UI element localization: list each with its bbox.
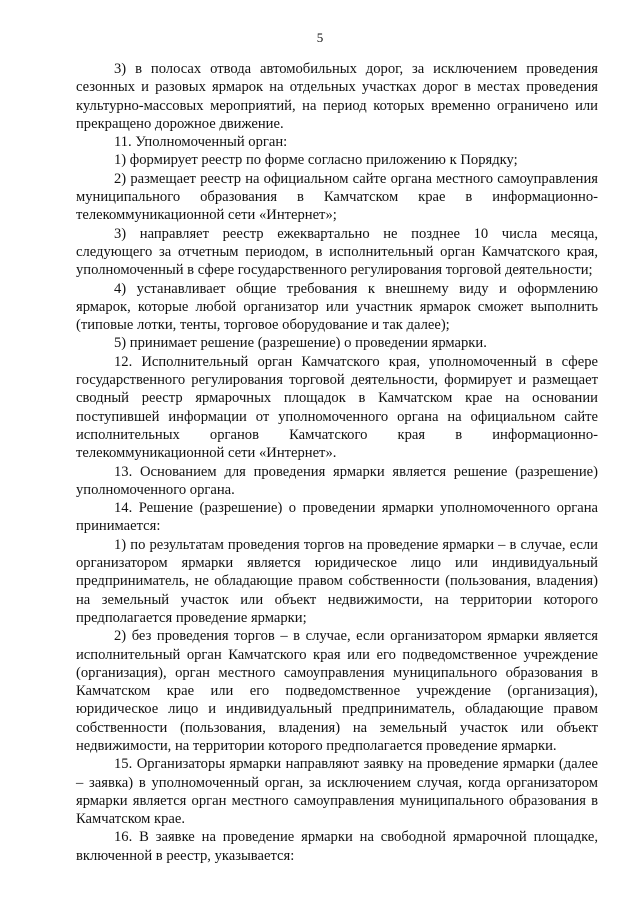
paragraph-11-5: 5) принимает решение (разрешение) о проведении ярмарки. — [114, 335, 487, 352]
paragraph-11-3: 3) направляет реестр ежеквартально не позднее 10 числа месяца, следующего за отчетным периодом, в исполнительный орган Камчатского края, уполномоченный в сфере государственного регулирования торговой деятельности; — [76, 225, 598, 279]
paragraph-11-1: 1) формирует реестр по форме согласно приложению к Порядку; — [114, 152, 518, 169]
paragraph-11-2: 2) размещает реестр на официальном сайте органа местного самоуправления муниципального образования в Камчатском крае в информационно-телекоммуникационной сети «Интернет»; — [76, 170, 598, 224]
paragraph-14-heading: 14. Решение (разрешение) о проведении ярмарки уполномоченного органа принимается: — [76, 500, 598, 535]
paragraph-15: 15. Организаторы ярмарки направляют заявку на проведение ярмарки (далее – заявка) в уполномоченный орган, за исключением случая, когда организатором ярмарки является орган местного самоуправления муниципального образования в Камчатском крае. — [76, 756, 598, 828]
paragraph-14-1: 1) по результатам проведения торгов на проведение ярмарки – в случае, если организатором ярмарки является юридическое лицо или индивидуальный предприниматель, не обладающие правом собственности (пользования, владения) на земельный участок или объект недвижимости, на территории которого предполагается проведение ярмарки; — [76, 536, 598, 626]
paragraph-3-roads: 3) в полосах отвода автомобильных дорог, за исключением проведения сезонных и разовых ярмарок на отдельных участках дорог в местах проведения культурно-массовых мероприятий, на период которых временно ограничено или прекращено дорожное движение. — [76, 61, 598, 132]
paragraph-14-2: 2) без проведения торгов – в случае, если организатором ярмарки является исполнительный орган Камчатского края или его подведомственное учреждение (организация), орган местного самоуправления муниципального образования в Камчатском крае или его подведомственное учреждение (организация), юридическое лицо и индивидуальный предприниматель, обладающие правом собственности (пользования, владения) на земельный участок или объект недвижимости, на территории которого предполагается проведение ярмарки. — [76, 628, 598, 754]
paragraph-13: 13. Основанием для проведения ярмарки является решение (разрешение) уполномоченного органа. — [76, 463, 598, 498]
paragraph-12: 12. Исполнительный орган Камчатского края, уполномоченный в сфере государственного регулирования торговой деятельности, формирует и размещает сводный реестр ярмарочных площадок в Камчатском крае на основании поступившей информации от уполномоченного органа на официальном сайте исполнительных органов Камчатского края в информационно-телекоммуникационной сети «Интернет». — [76, 353, 598, 462]
paragraph-11-heading: 11. Уполномоченный орган: — [114, 134, 288, 151]
document-body — [76, 60, 598, 865]
page-number: 5 — [316, 30, 324, 45]
paragraph-11-4: 4) устанавливает общие требования к внешнему виду и оформлению ярмарок, которые любой организатор или участник ярмарок сможет выполнить (типовые лотки, тенты, торговое оборудование и так далее); — [76, 280, 598, 334]
paragraph-16: 16. В заявке на проведение ярмарки на свободной ярмарочной площадке, включенной в реестр, указывается: — [76, 829, 598, 864]
